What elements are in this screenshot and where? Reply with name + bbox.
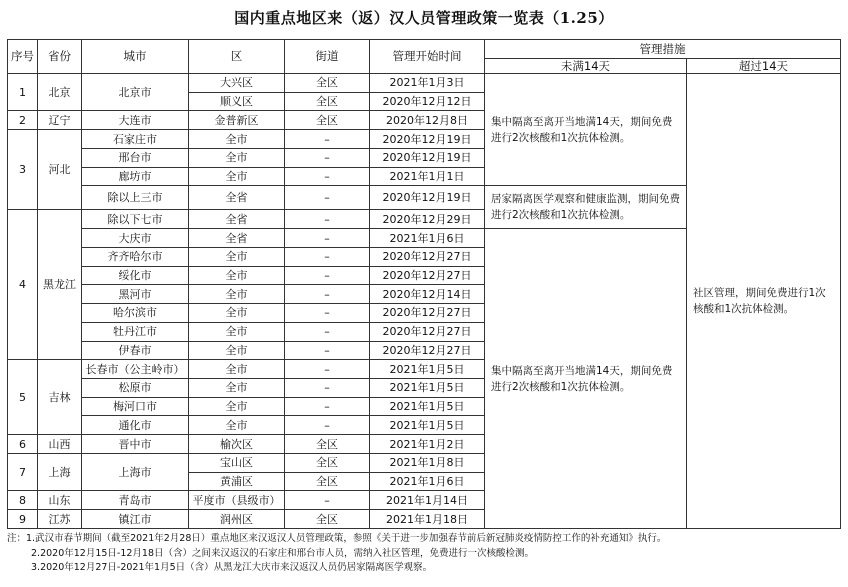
row-start-date: 2021年1月1日 — [370, 167, 485, 186]
row-start-date: 2020年12月8日 — [370, 111, 485, 130]
row-start-date: 2021年1月14日 — [370, 491, 485, 510]
row-city: 齐齐哈尔市 — [82, 247, 189, 266]
row-street: – — [285, 397, 370, 416]
row-index: 2 — [8, 111, 38, 130]
row-city: 大庆市 — [82, 229, 189, 248]
row-district: 大兴区 — [189, 74, 285, 93]
row-district: 全市 — [189, 379, 285, 398]
row-district: 全市 — [189, 285, 285, 304]
row-district: 全市 — [189, 266, 285, 285]
row-city: 绥化市 — [82, 266, 189, 285]
row-index: 1 — [8, 74, 38, 111]
measure-community-management: 社区管理，期间免费进行1次核酸和1次抗体检测。 — [687, 74, 841, 529]
row-start-date: 2021年1月2日 — [370, 435, 485, 454]
row-city: 牡丹江市 — [82, 322, 189, 341]
row-index: 3 — [8, 130, 38, 210]
row-province: 江苏 — [38, 510, 82, 529]
row-start-date: 2020年12月27日 — [370, 322, 485, 341]
row-city: 邢台市 — [82, 148, 189, 167]
row-district: 黄浦区 — [189, 472, 285, 491]
row-street: – — [285, 341, 370, 360]
row-district: 润州区 — [189, 510, 285, 529]
row-street: 全区 — [285, 92, 370, 111]
row-province: 黑龙江 — [38, 210, 82, 360]
row-street: – — [285, 322, 370, 341]
row-city: 松原市 — [82, 379, 189, 398]
row-province: 辽宁 — [38, 111, 82, 130]
row-start-date: 2021年1月8日 — [370, 453, 485, 472]
row-street: – — [285, 416, 370, 435]
measure-central-quarantine: 集中隔离至离开当地满14天，期间免费进行2次核酸和1次抗体检测。 — [485, 74, 687, 186]
row-street: – — [285, 186, 370, 210]
row-street: – — [285, 266, 370, 285]
row-index: 7 — [8, 453, 38, 490]
row-district: 全市 — [189, 304, 285, 323]
row-province: 北京 — [38, 74, 82, 111]
row-start-date: 2021年1月6日 — [370, 472, 485, 491]
row-start-date: 2020年12月27日 — [370, 266, 485, 285]
row-city: 黑河市 — [82, 285, 189, 304]
row-district: 宝山区 — [189, 453, 285, 472]
page-title: 国内重点地区来（返）汉人员管理政策一览表（1.25） — [234, 9, 614, 27]
row-street: – — [285, 360, 370, 379]
row-district: 顺义区 — [189, 92, 285, 111]
row-street: 全区 — [285, 453, 370, 472]
header-over-14-days: 超过14天 — [687, 59, 841, 74]
row-street: 全区 — [285, 111, 370, 130]
row-province: 河北 — [38, 130, 82, 210]
row-district: 全市 — [189, 247, 285, 266]
row-district: 全市 — [189, 397, 285, 416]
row-start-date: 2021年1月3日 — [370, 74, 485, 93]
policy-table — [7, 39, 841, 529]
row-district: 全市 — [189, 322, 285, 341]
table-row — [8, 74, 841, 93]
row-start-date: 2020年12月29日 — [370, 210, 485, 229]
row-street: 全区 — [285, 472, 370, 491]
header-city: 城市 — [82, 40, 189, 74]
row-district: 平度市（县级市） — [189, 491, 285, 510]
row-street: – — [285, 210, 370, 229]
row-street: – — [285, 130, 370, 149]
row-start-date: 2021年1月5日 — [370, 379, 485, 398]
row-city: 除以下七市 — [82, 210, 189, 229]
row-city: 通化市 — [82, 416, 189, 435]
row-start-date: 2020年12月27日 — [370, 247, 485, 266]
row-street: – — [285, 379, 370, 398]
row-district: 全市 — [189, 148, 285, 167]
row-start-date: 2020年12月19日 — [370, 148, 485, 167]
row-district: 全省 — [189, 210, 285, 229]
header-province: 省份 — [38, 40, 82, 74]
row-city: 石家庄市 — [82, 130, 189, 149]
row-start-date: 2020年12月19日 — [370, 186, 485, 210]
row-street: – — [285, 148, 370, 167]
row-street: – — [285, 247, 370, 266]
row-street: – — [285, 167, 370, 186]
row-start-date: 2021年1月18日 — [370, 510, 485, 529]
row-start-date: 2021年1月5日 — [370, 360, 485, 379]
header-row — [8, 40, 841, 59]
row-district: 全省 — [189, 229, 285, 248]
row-city: 除以上三市 — [82, 186, 189, 210]
row-start-date: 2020年12月27日 — [370, 341, 485, 360]
row-province: 山东 — [38, 491, 82, 510]
row-street: – — [285, 285, 370, 304]
row-start-date: 2020年12月14日 — [370, 285, 485, 304]
footnotes — [7, 532, 843, 576]
row-district: 全市 — [189, 341, 285, 360]
row-city: 青岛市 — [82, 491, 189, 510]
row-district: 金普新区 — [189, 111, 285, 130]
row-index: 4 — [8, 210, 38, 360]
row-start-date: 2021年1月5日 — [370, 416, 485, 435]
row-start-date: 2020年12月12日 — [370, 92, 485, 111]
header-under-14-days: 未满14天 — [485, 59, 687, 74]
measure-central-quarantine: 集中隔离至离开当地满14天，期间免费进行2次核酸和1次抗体检测。 — [485, 229, 687, 529]
footnote: 注：1.武汉市春节期间（截至2021年2月28日）重点地区来汉返汉人员管理政策，参照《关于进一步加强春节前后新冠肺炎疫情防控工作的补充通知》执行。 — [7, 533, 667, 544]
row-city: 镇江市 — [82, 510, 189, 529]
header-measures: 管理措施 — [485, 40, 841, 59]
row-city: 廊坊市 — [82, 167, 189, 186]
row-index: 5 — [8, 360, 38, 435]
row-street: – — [285, 304, 370, 323]
measure-home-isolation: 居家隔离医学观察和健康监测，期间免费进行2次核酸和1次抗体检测。 — [485, 186, 687, 229]
row-start-date: 2020年12月19日 — [370, 130, 485, 149]
row-province: 上海 — [38, 453, 82, 490]
row-city: 长春市（公主岭市） — [82, 360, 189, 379]
row-start-date: 2021年1月5日 — [370, 397, 485, 416]
header-index: 序号 — [8, 40, 38, 74]
row-index: 8 — [8, 491, 38, 510]
header-district: 区 — [189, 40, 285, 74]
row-index: 9 — [8, 510, 38, 529]
header-street: 街道 — [285, 40, 370, 74]
row-province: 吉林 — [38, 360, 82, 435]
row-district: 全市 — [189, 416, 285, 435]
row-city: 晋中市 — [82, 435, 189, 454]
row-city: 大连市 — [82, 111, 189, 130]
row-city: 北京市 — [82, 74, 189, 111]
row-city: 哈尔滨市 — [82, 304, 189, 323]
row-city: 伊春市 — [82, 341, 189, 360]
row-province: 山西 — [38, 435, 82, 454]
header-start-time: 管理开始时间 — [370, 40, 485, 74]
row-start-date: 2021年1月6日 — [370, 229, 485, 248]
row-district: 全省 — [189, 186, 285, 210]
row-district: 全市 — [189, 167, 285, 186]
row-street: 全区 — [285, 510, 370, 529]
row-district: 全市 — [189, 360, 285, 379]
footnote: 2.2020年12月15日-12月18日（含）之间来汉返汉的石家庄和邢台市人员，需纳入社区管理，免费进行一次核酸检测。 — [31, 547, 535, 559]
row-street: – — [285, 229, 370, 248]
row-street: 全区 — [285, 435, 370, 454]
row-start-date: 2020年12月27日 — [370, 304, 485, 323]
row-city: 梅河口市 — [82, 397, 189, 416]
row-district: 全市 — [189, 130, 285, 149]
row-index: 6 — [8, 435, 38, 454]
row-district: 榆次区 — [189, 435, 285, 454]
footnote: 3.2020年12月27日-2021年1月5日（含）从黑龙江大庆市来汉返汉人员仍居家隔离医学观察。 — [31, 562, 433, 573]
row-city: 上海市 — [82, 453, 189, 490]
row-street: – — [285, 491, 370, 510]
row-street: 全区 — [285, 74, 370, 93]
